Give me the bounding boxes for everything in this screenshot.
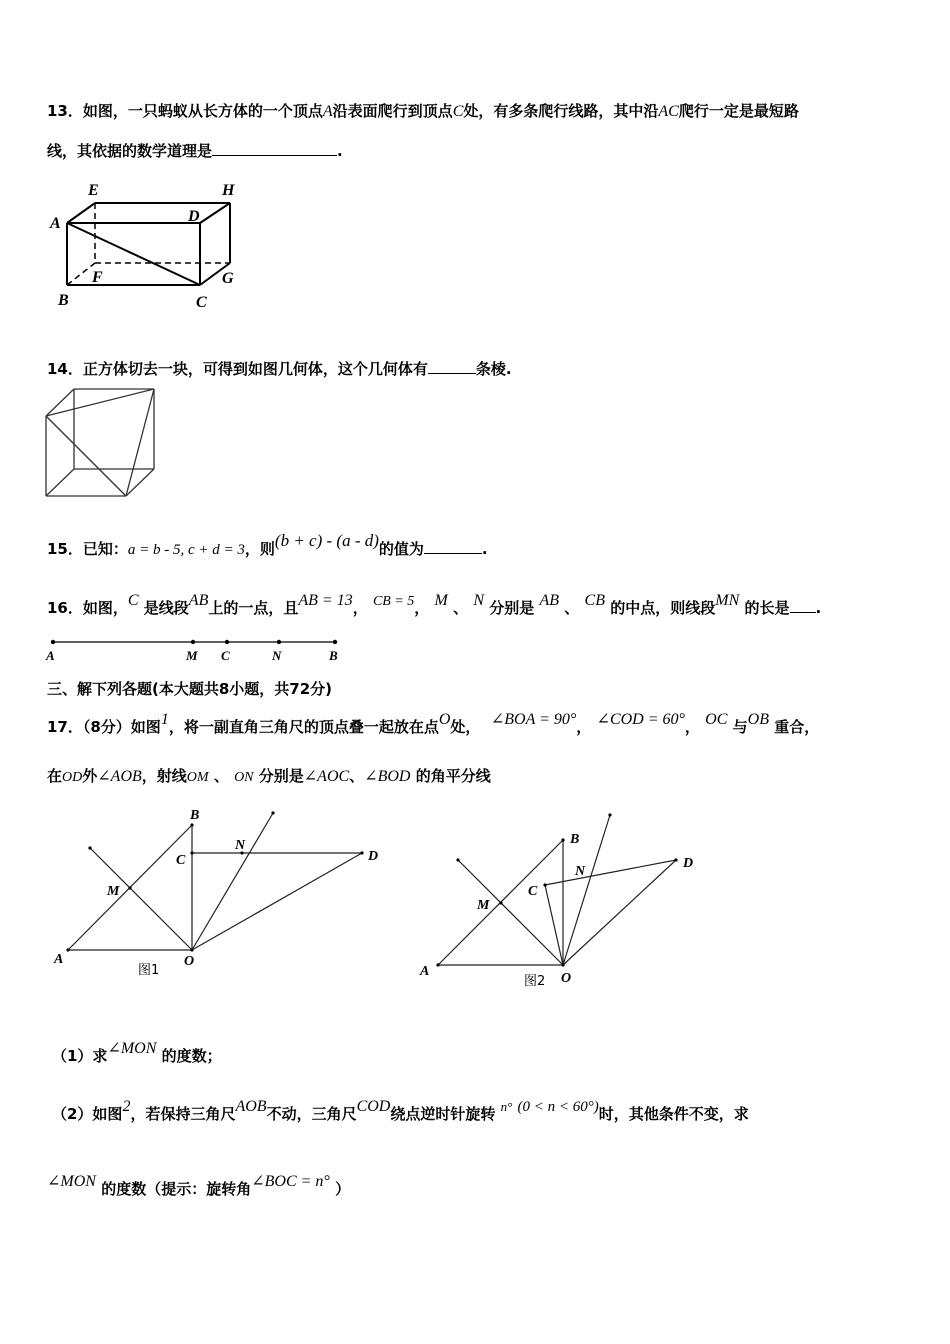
q16-var-mn: MN <box>715 592 740 609</box>
seg-label-a: A <box>46 648 55 663</box>
q17-part2-text-1: （2）如图 <box>52 1105 123 1123</box>
q16-var-cb: CB <box>584 592 605 609</box>
q15-line <box>47 531 488 559</box>
q14-line <box>47 358 512 379</box>
q17-part2-text-4: 绕点逆时针旋转 <box>390 1105 496 1123</box>
fig2-label-d: D <box>683 856 694 871</box>
q17-line1 <box>47 711 820 737</box>
q13-text-3: 处，有多条爬行线路，其中沿 <box>463 102 659 120</box>
q17-angle-mon-2: ∠MON <box>47 1173 96 1190</box>
q17-part2-line2 <box>47 1173 351 1199</box>
q17-fig-num-1: 1 <box>160 711 169 728</box>
q17-var-cod: COD <box>356 1098 391 1115</box>
q17-text-5: 在 <box>47 767 63 785</box>
q16-text-3: 上的一点，且 <box>208 599 299 617</box>
q17-angle-boa: ∠BOA = 90° <box>490 711 577 728</box>
q16-text-4: 分别是 <box>489 599 535 617</box>
q13-text-4: 爬行一定是最短路 <box>678 102 799 120</box>
fig1-label-d: D <box>368 849 379 864</box>
q16-answer-blank[interactable] <box>790 598 816 613</box>
label-c: C <box>196 294 207 311</box>
q16-dun: 、 <box>453 599 469 617</box>
q17-part2-text-5: 时，其他条件不变，求 <box>598 1105 749 1123</box>
q17-part1-text-1: （1）求 <box>52 1047 108 1065</box>
q13-var-a: A <box>322 103 333 120</box>
seg-label-m: M <box>186 648 198 663</box>
q16-var-ab-2: AB <box>539 592 560 609</box>
fig1-caption: 图1 <box>138 963 160 978</box>
q17-part2-text-2: ，若保持三角尺 <box>130 1105 236 1123</box>
label-e: E <box>88 182 99 199</box>
q17-text-3: 处， <box>450 718 481 736</box>
label-h: H <box>222 182 235 199</box>
q17-angle-aoc: ∠AOC <box>303 768 350 785</box>
q16-var-m: M <box>434 592 448 609</box>
q16-comma-2: ， <box>414 599 430 617</box>
q16-var-ab: AB <box>188 592 209 609</box>
q17-var-n: n° <box>500 1099 513 1114</box>
q17-var-ob: OB <box>747 711 769 728</box>
q17-angle-bod: ∠BOD <box>364 768 411 785</box>
q17-text-1: 17．（8分）如图 <box>47 718 161 736</box>
fig2-label-n: N <box>575 864 586 879</box>
label-b: B <box>58 292 69 309</box>
fig1-label-c: C <box>176 853 186 868</box>
q17-text-9: 的角平分线 <box>415 767 491 785</box>
q16-ab-13: AB = 13 <box>298 592 353 609</box>
q17-part1 <box>52 1040 222 1066</box>
fig2-label-o: O <box>561 971 572 986</box>
q17-part1-text-2: 的度数； <box>161 1047 222 1065</box>
q15-text-3: 的值为 <box>378 540 424 558</box>
q13-text-1: 13．如图，一只蚂蚁从长方体的一个顶点 <box>47 102 323 120</box>
q17-fig-num-2: 2 <box>122 1098 131 1115</box>
q13-text-5: 线，其依据的数学道理是 <box>47 142 213 160</box>
q17-angle-cod: ∠COD = 60° <box>596 711 685 728</box>
q17-part2-line1 <box>52 1098 749 1124</box>
q16-comma-1: ， <box>352 599 368 617</box>
segment-figure <box>40 634 350 664</box>
q16-var-n: N <box>473 592 485 609</box>
fig1-label-n: N <box>235 838 246 853</box>
fig1-label-o: O <box>184 954 195 969</box>
q17-var-oc: OC <box>705 711 728 728</box>
fig2-label-a: A <box>420 964 430 979</box>
q15-text-1: 15．已知： <box>47 540 128 558</box>
q17-text-2: ，将一副直角三角尺的顶点叠一起放在点 <box>168 718 439 736</box>
fig1-label-m: M <box>107 884 120 899</box>
q16-text-2: 是线段 <box>143 599 189 617</box>
seg-label-n: N <box>272 648 282 663</box>
q17-text-yu: 与 <box>732 718 748 736</box>
q13-var-ac: AC <box>658 103 679 120</box>
q13-line2 <box>47 140 343 161</box>
q16-text-1: 16．如图， <box>47 599 128 617</box>
q17-var-on: ON <box>234 770 254 785</box>
q15-end: . <box>481 540 488 558</box>
fig2-label-m: M <box>477 898 490 913</box>
q17-range: (0 < n < 60°) <box>517 1099 599 1115</box>
q13-line1 <box>47 100 799 121</box>
q17-dun-1: 、 <box>213 767 229 785</box>
truncated-cube-figure <box>44 386 159 501</box>
q16-line <box>47 592 822 618</box>
q17-part2-text-6: 的度数（提示：旋转角 <box>101 1180 252 1198</box>
label-f: F <box>92 269 103 286</box>
q16-var-c: C <box>127 592 139 609</box>
q17-part2-text-7: ） <box>335 1180 351 1198</box>
q17-var-aob: AOB <box>235 1098 267 1115</box>
q17-var-om: OM <box>186 770 209 785</box>
q17-angle-aob: ∠AOB <box>97 768 142 785</box>
q17-var-o: O <box>438 711 451 728</box>
q17-comma-1: ， <box>576 718 592 736</box>
q17-angle-mon: ∠MON <box>107 1040 157 1057</box>
q17-text-6: 外 <box>82 767 98 785</box>
q14-text-2: 条棱. <box>475 360 512 378</box>
q17-part2-text-3: 不动，三角尺 <box>266 1105 357 1123</box>
q16-end: . <box>815 599 822 617</box>
q14-text-1: 14．正方体切去一块，可得到如图几何体，这个几何体有 <box>47 360 428 378</box>
section-header: 三、解下列各题(本大题共8小题，共72分) <box>47 680 333 698</box>
q16-cb-5: CB = 5 <box>372 594 415 609</box>
q17-angle-boc: ∠BOC = n° <box>251 1173 330 1190</box>
q14-answer-blank[interactable] <box>428 359 476 374</box>
q15-text-2: ，则 <box>244 540 275 558</box>
fig2-label-c: C <box>528 884 538 899</box>
q17-line2 <box>47 765 491 786</box>
label-g: G <box>222 270 234 287</box>
fig1-label-a: A <box>54 952 64 967</box>
seg-label-b: B <box>329 648 338 663</box>
q17-dun-2: 、 <box>349 767 365 785</box>
q15-expression: (b + c) - (a - d) <box>274 531 379 550</box>
label-a: A <box>50 215 61 232</box>
q16-dun-2: 、 <box>564 599 580 617</box>
seg-label-c: C <box>221 648 230 663</box>
cuboid-figure <box>40 175 260 315</box>
q17-var-od: OD <box>62 770 83 785</box>
q15-answer-blank[interactable] <box>424 539 482 554</box>
q17-comma-2: ， <box>684 718 700 736</box>
q13-answer-blank[interactable] <box>212 141 337 156</box>
q16-text-5: 的中点，则线段 <box>610 599 716 617</box>
fig1-label-b: B <box>190 808 200 823</box>
fig2-caption: 图2 <box>524 974 546 989</box>
fig2-label-b: B <box>570 832 580 847</box>
label-d: D <box>188 208 200 225</box>
q16-text-6: 的长是 <box>744 599 790 617</box>
figure-2 <box>410 805 710 990</box>
q17-text-4: 重合， <box>774 718 820 736</box>
q17-text-8: 分别是 <box>258 767 304 785</box>
q15-condition: a = b - 5, c + d = 3 <box>127 542 245 558</box>
q13-text-2: 沿表面爬行到顶点 <box>332 102 453 120</box>
q13-end: . <box>337 142 343 160</box>
q17-text-7: ，射线 <box>141 767 187 785</box>
q13-var-c: C <box>452 103 464 120</box>
figure-1 <box>50 805 390 985</box>
